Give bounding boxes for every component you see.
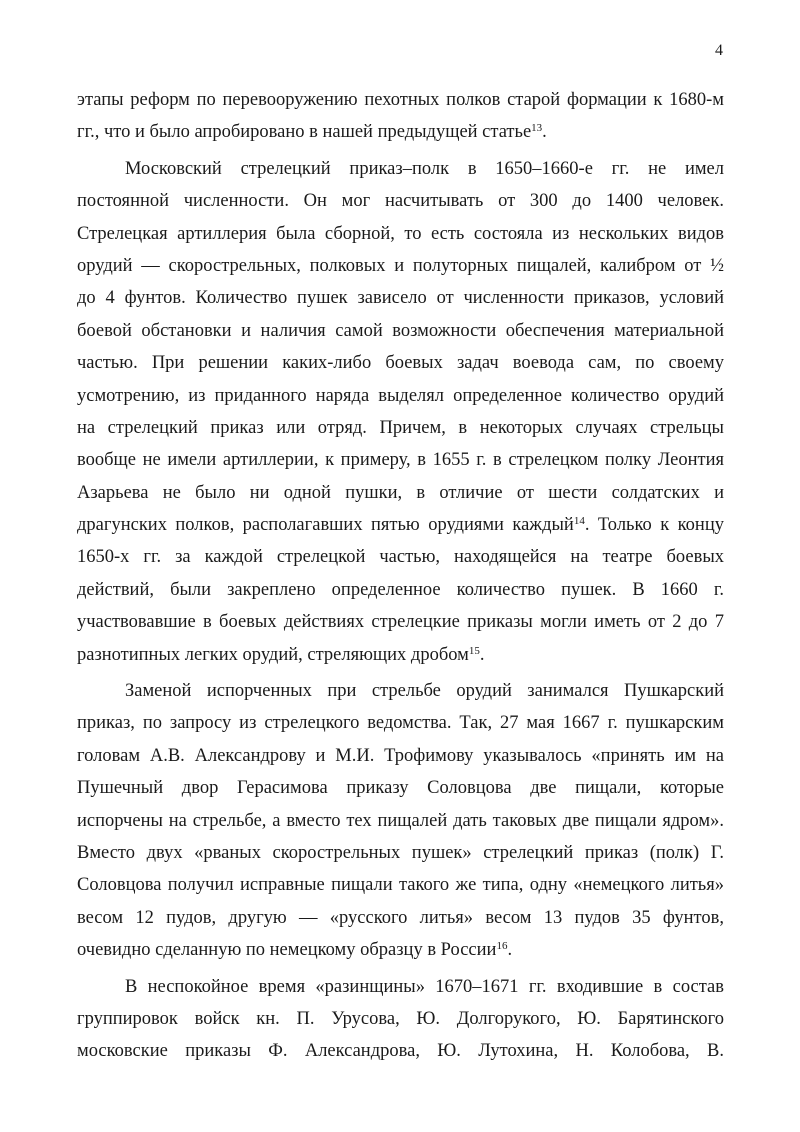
line-text: усмотрению, из приданного наряда выделял определенное количество орудий: [77, 385, 724, 406]
text-line: [77, 84, 724, 116]
text-line: [77, 218, 724, 250]
line-text: Московский стрелецкий приказ–полк в 1650–1660-е гг. не имел: [125, 158, 724, 179]
line-text: действий, были закреплено определенное количество пушек. В 1660 г.: [77, 579, 724, 600]
line-text: московские приказы Ф. Александрова, Ю. Лутохина, Н. Колобова, В.: [77, 1041, 724, 1062]
text-line: [77, 902, 724, 934]
line-text: головам А.В. Александрову и М.И. Трофимову указывалось «принять им на: [77, 745, 724, 766]
line-text: орудий — скорострельных, полковых и полуторных пищалей, калибром от ½: [77, 255, 724, 276]
line-text: Заменой испорченных при стрельбе орудий занимался Пушкарский: [125, 681, 724, 702]
line-text: приказ, по запросу из стрелецкого ведомства. Так, 27 мая 1667 г. пушкарским: [77, 713, 724, 734]
line-text: этапы реформ по перевооружению пехотных полков старой формации к 1680-м: [77, 90, 724, 110]
line-text: частью. При решении каких-либо боевых задач воевода сам, по своему: [77, 353, 724, 374]
paragraph: [77, 971, 724, 1068]
text-line: [77, 606, 724, 638]
line-text: вообще не имели артиллерии, к примеру, в 1655 г. в стрелецком полку Леонтия: [77, 450, 724, 471]
paragraph: [77, 153, 724, 671]
line-text: постоянной численности. Он мог насчитывать от 300 до 1400 человек.: [77, 191, 724, 212]
line-text: драгунских полков, располагавших пятью орудиями каждый: [77, 515, 574, 536]
footnote-ref[interactable]: 14: [573, 515, 585, 528]
line-text: Пушечный двор Герасимова приказу Соловцова две пищали, которые: [77, 778, 724, 799]
line-text-after-footnote: .: [507, 940, 513, 961]
line-text: весом 12 пудов, другую — «русского литья» весом 13 пудов 35 фунтов,: [77, 907, 724, 928]
line-text-after-footnote: . Только к концу: [584, 515, 724, 536]
text-line: [77, 675, 724, 707]
line-text: участвовавшие в боевых действиях стрелецкие приказы могли иметь от 2 до 7: [77, 612, 724, 633]
text-line: [77, 509, 724, 541]
line-text: группировок войск кн. П. Урусова, Ю. Долгорукого, Ю. Барятинского: [77, 1008, 724, 1029]
line-text: гг., что и было апробировано в нашей предыдущей статье: [77, 122, 532, 143]
text-line: [77, 772, 724, 804]
paragraph: [77, 84, 724, 149]
footnote-ref[interactable]: 15: [468, 644, 480, 657]
line-text: Вместо двух «рваных скорострельных пушек» стрелецкий приказ (полк) Г.: [77, 842, 724, 863]
text-line: [77, 869, 724, 901]
text-line: [77, 1035, 724, 1067]
body-text: [77, 84, 724, 1072]
footnote-ref[interactable]: 16: [496, 940, 508, 953]
text-line: [77, 639, 724, 671]
text-line: [77, 971, 724, 1003]
text-line: [77, 250, 724, 282]
line-text: Азарьева не было ни одной пушки, в отличие от шести солдатских и: [77, 482, 724, 503]
paragraph: [77, 675, 724, 967]
line-text: испорчены на стрельбе, а вместо тех пищалей дать таковых две пищали ядром».: [77, 810, 724, 831]
text-line: [77, 315, 724, 347]
line-text: разнотипных легких орудий, стреляющих дробом: [77, 644, 469, 665]
text-line: [77, 116, 724, 148]
line-text: боевой обстановки и наличия самой возможности обеспечения материальной: [77, 320, 724, 341]
text-line: [77, 185, 724, 217]
text-line: [77, 477, 724, 509]
line-text: 1650-х гг. за каждой стрелецкой частью, находящейся на театре боевых: [77, 547, 724, 568]
text-line: [77, 347, 724, 379]
footnote-ref[interactable]: 13: [531, 122, 543, 135]
text-line: [77, 707, 724, 739]
text-line: [77, 412, 724, 444]
line-text: В неспокойное время «разинщины» 1670–1671 гг. входившие в состав: [125, 976, 724, 997]
text-line: [77, 740, 724, 772]
line-text: до 4 фунтов. Количество пушек зависело от численности приказов, условий: [77, 288, 724, 309]
text-line: [77, 574, 724, 606]
line-text: на стрелецкий приказ или отряд. Причем, в некоторых случаях стрельцы: [77, 417, 724, 438]
line-text: Соловцова получил исправные пищали такого же типа, одну «немецкого литья»: [77, 875, 724, 896]
page-number: 4: [715, 42, 723, 59]
line-text-after-footnote: .: [479, 644, 485, 665]
text-line: [77, 1003, 724, 1035]
line-text: очевидно сделанную по немецкому образцу в России: [77, 940, 497, 961]
text-line: [77, 837, 724, 869]
line-text: Стрелецкая артиллерия была сборной, то есть состояла из нескольких видов: [77, 223, 724, 244]
text-line: [77, 934, 724, 966]
text-line: [77, 541, 724, 573]
line-text-after-footnote: .: [542, 122, 547, 143]
text-line: [77, 153, 724, 185]
text-line: [77, 444, 724, 476]
text-line: [77, 282, 724, 314]
text-line: [77, 805, 724, 837]
text-line: [77, 380, 724, 412]
